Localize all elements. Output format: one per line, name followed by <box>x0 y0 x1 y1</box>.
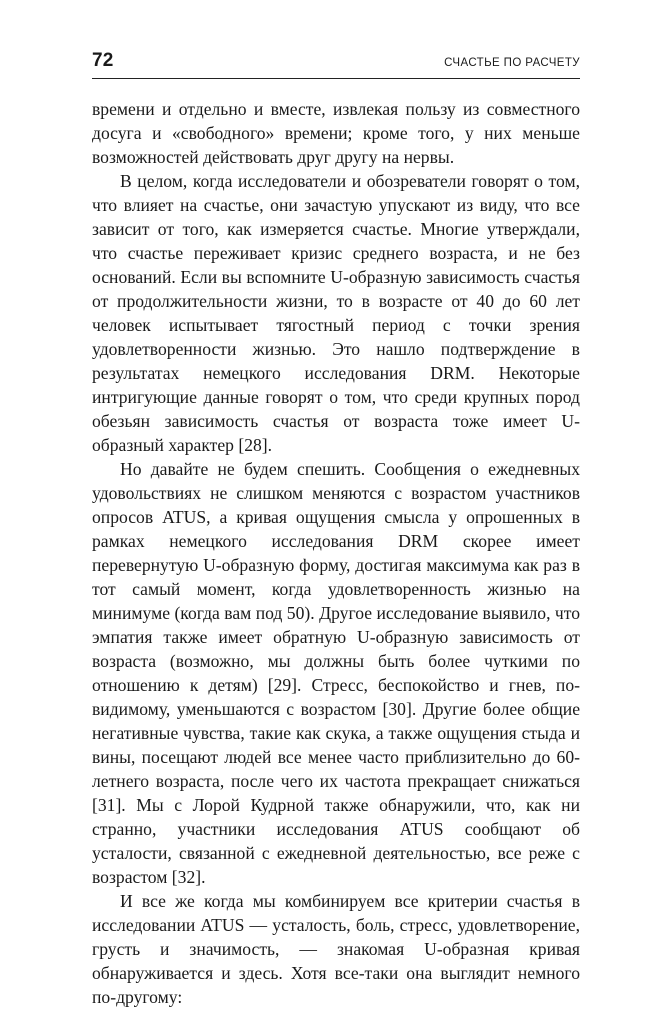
paragraph: И все же когда мы комбинируем все критерии счастья в исследовании ATUS — усталость, боль, стресс, удовлетворение, грусть и значимость, — знакомая U-образная кривая обнаруживается и здесь. Хотя все-таки она выглядит немного по-другому: <box>92 891 580 1007</box>
paragraph: В целом, когда исследователи и обозреватели говорят о том, что влияет на счастье, они зачастую упускают из виду, что все зависит от того, как измеряется счастье. Многие утверждали, что счастье переживает кризис среднего возраста, и не без оснований. Если вы вспомните U-образную зависимость счастья от продолжительности жизни, то в возрасте от 40 до 60 лет человек испытывает тягостный период с точки зрения удовлетворенности жизнью. Это нашло подтверждение в результатах немецкого исследования DRM. Некоторые интригующие данные говорят о том, что среди крупных пород обезьян зависимость счастья от возраста тоже имеет U-образный характер [28]. <box>92 171 580 455</box>
running-title: СЧАСТЬЕ ПО РАСЧЕТУ <box>444 57 580 69</box>
page-number: 72 <box>92 50 114 71</box>
page-header <box>92 48 580 79</box>
paragraph-continuation: времени и отдельно и вместе, извлекая пользу из совместного досуга и «свободного» времени; кроме того, у них меньше возможностей действовать друг другу на нервы. <box>92 99 580 167</box>
paragraph: Но давайте не будем спешить. Сообщения о ежедневных удовольствиях не слишком меняются с возрастом участников опросов ATUS, а кривая ощущения смысла у опрошенных в рамках немецкого исследования DRM скорее имеет перевернутую U-образную форму, достигая максимума как раз в тот самый момент, когда удовлетворенность жизнью на минимуме (когда вам под 50). Другое исследование выявило, что эмпатия также имеет обратную U-образную зависимость от возраста (возможно, мы должны быть более чуткими по отношению к детям) [29]. Стресс, беспокойство и гнев, по-видимому, уменьшаются с возрастом [30]. Другие более общие негативные чувства, такие как скука, а также ощущения стыда и вины, посещают людей все менее часто приблизительно до 60-летнего возраста, после чего их частота прекращает снижаться [31]. Мы с Лорой Кудрной также обнаружили, что, как ни странно, участники исследования ATUS сообщают об усталости, связанной с ежедневной деятельностью, все реже с возрастом [32]. <box>92 459 580 887</box>
body-text <box>92 97 580 1009</box>
